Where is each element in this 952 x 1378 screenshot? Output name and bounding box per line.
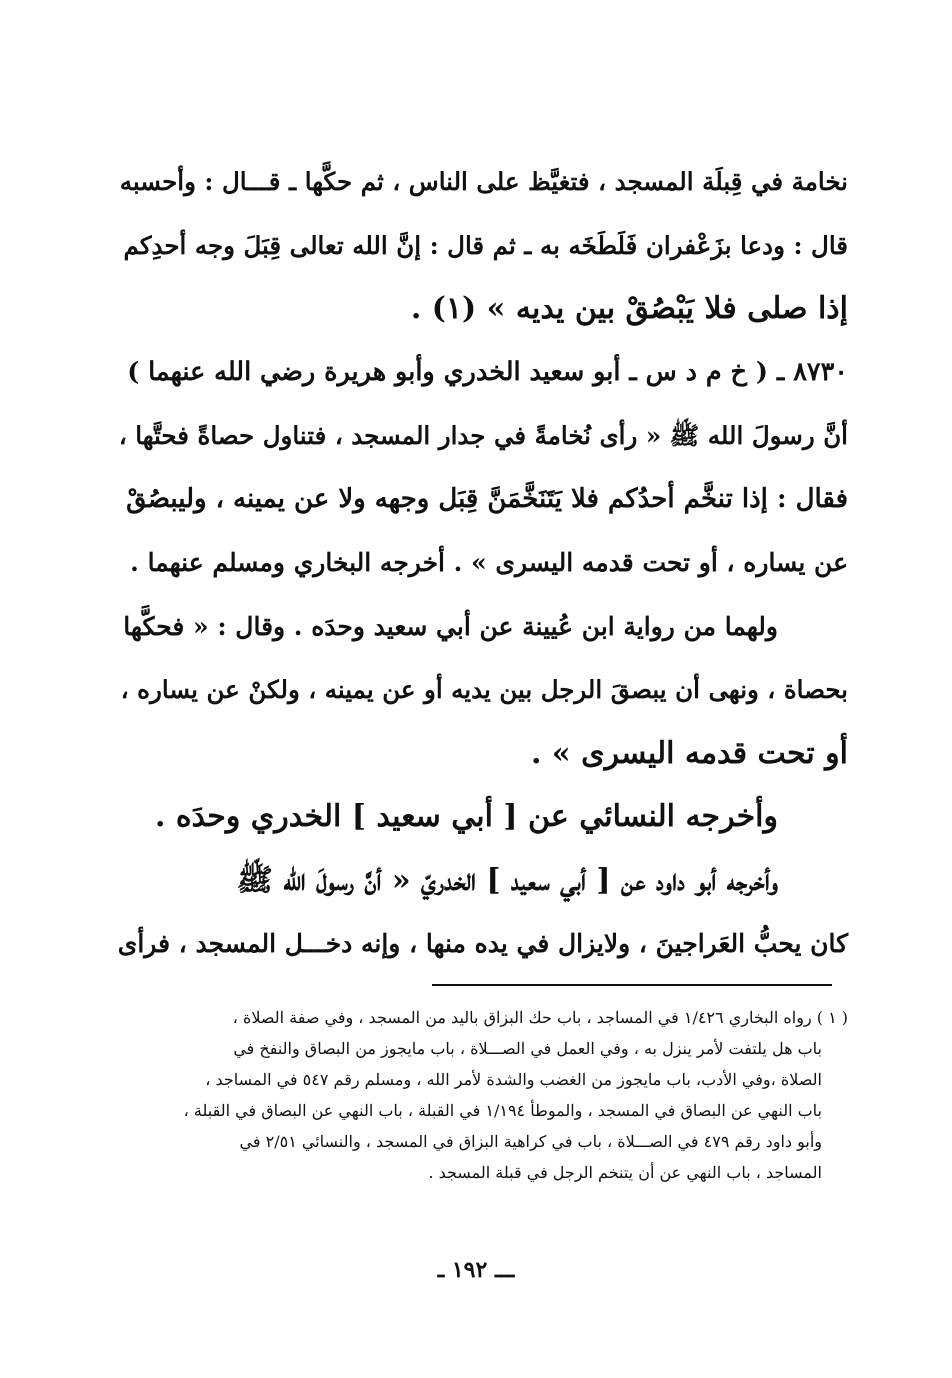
main-text [118,150,848,976]
text-line: ولهما من رواية ابن عُيينة عن أبي سعيد وحدَه . وقال : « فحكَّها [123,611,778,641]
text-line: أنَّ رسولَ الله ﷺ « رأى نُخامةً في جدار المسجد ، فتناول حصاةً فحتَّها ، [118,421,848,450]
text-line: وأخرجه النسائي عن [ أبي سعيد ] الخدري وحدَه . [154,799,778,834]
footnote-separator [432,984,832,986]
footnote-line: المساجد ، باب النهي عن أن يتنخم الرجل في قبلة المسجد . [428,1163,822,1182]
text-line: بحصاة ، ونهى أن يبصقَ الرجل بين يديه أو عن يمينه ، ولكنْ عن يساره ، [120,675,848,704]
text-line: قال : ودعا بزَعْفران فَلَطَخَه به ـ ثم قال : إنَّ الله تعالى قِبَلَ وجه أحدِكم [123,230,848,260]
footnote-line: باب النهي عن البصاق في المسجد ، والموطأ ١/١٩٤ في القبلة ، باب النهي عن البصاق في القبلة ، [183,1101,822,1120]
text-line: أو تحت قدمه اليسرى » . [531,735,848,771]
footnote-line: الصلاة ،وفي الأدب، باب مايجوز من الغضب والشدة لأمر الله ، ومسلم رقم ٥٤٧ في المساجد ، [205,1070,822,1089]
text-line: عن يساره ، أو تحت قدمه اليسرى » . أخرجه البخاري ومسلم عنهما . [130,548,848,577]
text-line: إذا صلى فلا يَبْصُقْ بين يديه » (١) . [410,291,848,326]
footnote-line: باب هل يلتفت لأمر ينزل به ، وفي العمل في الصـــلاة ، باب مايجوز من البصاق والنفخ في [233,1039,822,1058]
page-number: ـــ ١٩٢ ـ [437,1257,515,1283]
text-line: فقال : إذا تنخَّم أحدُكم فلا يَتَنَخَّمَنَّ قِبَل وجهه ولا عن يمينه ، وليبصُقْ [126,483,848,514]
text-line: وأخرجه أبو داود عن [ أبي سعيد ] الخدريّ « أنَّ رسولَ الله ﷺ [236,862,778,898]
footnote-line: وأبو داود رقم ٤٧٩ في الصـــلاة ، باب في كراهية البزاق في المسجد ، والنسائي ٢/٥١ في [239,1132,822,1151]
text-line: كان يحبُّ العَراجينَ ، ولايزال في يده منها ، وإنه دخـــل المسجد ، فرأى [117,929,848,958]
footnotes [118,1002,848,1188]
footnote-line: ( ١ ) رواه البخاري ١/٤٢٦ في المساجد ، باب حك البزاق باليد من المسجد ، وفي صفة الصلاة ، [232,1008,848,1027]
text-line: نخامة في قِبلَة المسجد ، فتغيَّظ على الناس ، ثم حكَّها ـ قـــال : وأحسبه [119,167,848,196]
hadith-heading: ٨٧٣٠ ـ ( خ م د س ـ أبو سعيد الخدري وأبو هريرة رضي الله عنهما ) [127,356,848,387]
